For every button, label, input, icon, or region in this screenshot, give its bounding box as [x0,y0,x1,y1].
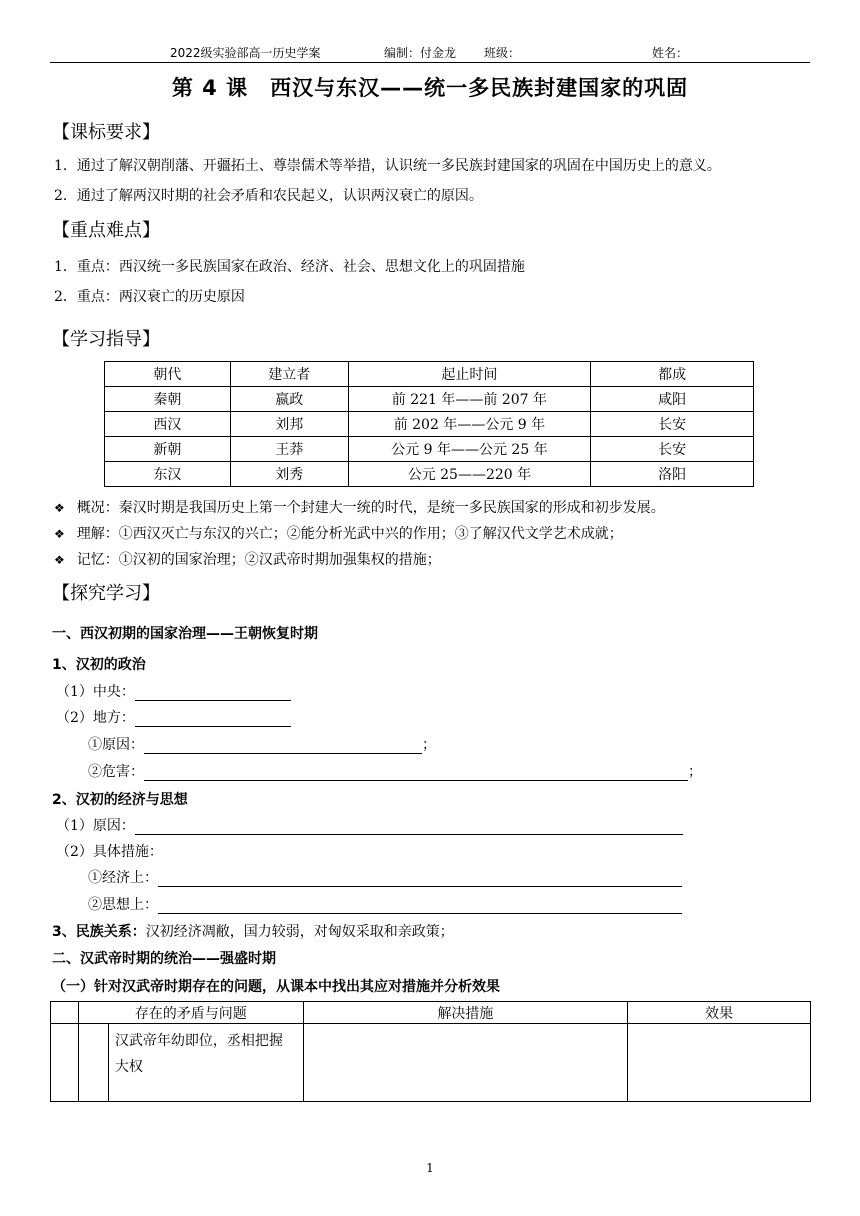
standards-heading: 【课标要求】 [52,122,160,143]
table-cell: 刘邦 [230,412,348,437]
table-header-cell: 起止时间 [348,362,591,387]
table-header-cell: 建立者 [230,362,348,387]
politics-title: 1、汉初的政治 [52,657,146,673]
harm-blank[interactable] [144,767,688,781]
dynasty-table [104,361,754,487]
table-cell: 嬴政 [230,387,348,412]
header-name-label: 姓名： [652,46,689,60]
table-cell: 长安 [591,437,754,462]
standards-item-1: 1．通过了解汉朝削藩、开疆拓土、尊崇儒术等举措，认识统一多民族封建国家的巩固在中国历史上的意义。 [54,158,721,174]
explore-heading: 【探究学习】 [52,583,160,604]
keypoints-item-2: 2．重点：两汉衰亡的历史原因 [54,289,245,305]
table-cell: 公元 9 年——公元 25 年 [348,437,591,462]
standards-item-2: 2．通过了解两汉时期的社会矛盾和农民起义，认识两汉衰亡的原因。 [54,188,483,204]
table-cell: 咸阳 [591,387,754,412]
reason-row [88,734,436,754]
guide-bullet-1 [54,497,665,517]
diamond-bullet-icon: ❖ [54,501,65,515]
economy-label: ①经济上： [88,870,158,886]
diamond-bullet-icon: ❖ [54,527,65,541]
local-label: （2）地方： [56,710,135,726]
table-row [105,462,754,487]
thought-label: ②思想上： [88,897,158,913]
guide-bullet-3 [54,549,441,569]
table-cell: 长安 [591,412,754,437]
ethnic-relations-text: 汉初经济凋敝，国力较弱，对匈奴采取和亲政策； [145,924,454,940]
header-class-label: 班级： [484,46,521,60]
table-cell: 汉武帝年幼即位，丞相把握大权 [108,1024,303,1102]
semicolon: ； [422,737,436,753]
table-header-cell: 存在的矛盾与问题 [78,1002,303,1024]
table-cell: 秦朝 [105,387,231,412]
s2-measures-label: （2）具体措施： [56,844,163,860]
ethnic-relations-row [52,921,454,941]
s2-reason-row [56,815,683,835]
s2-reason-label: （1）原因： [56,818,135,834]
table-cell: 东汉 [105,462,231,487]
effect-cell[interactable] [628,1024,811,1102]
central-blank[interactable] [135,687,291,701]
guide-heading: 【学习指导】 [52,329,160,350]
table-header-row [105,362,754,387]
local-row [56,707,291,727]
part1-title: 一、西汉初期的国家治理——王朝恢复时期 [52,626,318,642]
table-cell: 前 202 年——公元 9 年 [348,412,591,437]
central-label: （1）中央： [56,684,135,700]
header-editor: 编制：付金龙 [384,46,457,60]
thought-blank[interactable] [158,900,682,914]
table-row [51,1024,811,1102]
header-course: 2022级实验部高一历史学案 [170,46,321,60]
table-header-cell [51,1002,79,1024]
wudi-problems-table [50,1001,811,1102]
page-title: 第 4 课 西汉与东汉——统一多民族封建国家的巩固 [171,76,689,100]
bullet-text: 概况：秦汉时期是我国历史上第一个封建大一统的时代，是统一多民族国家的形成和初步发展。 [76,500,665,516]
s2-reason-blank[interactable] [135,821,683,835]
page-number: 1 [426,1161,434,1175]
table-cell: 王莽 [230,437,348,462]
table-row [105,437,754,462]
harm-row [88,761,702,781]
table-header-cell: 解决措施 [303,1002,628,1024]
table-cell [78,1024,108,1102]
semicolon: ； [688,764,702,780]
central-row [56,681,291,701]
table-cell: 公元 25——220 年 [348,462,591,487]
table-cell: 前 221 年——前 207 年 [348,387,591,412]
measures-cell[interactable] [303,1024,628,1102]
table-header-cell: 都成 [591,362,754,387]
table-row [105,387,754,412]
guide-bullet-2 [54,523,623,543]
keypoints-heading: 【重点难点】 [52,220,160,241]
bullet-text: 记忆：①汉初的国家治理；②汉武帝时期加强集权的措施； [76,552,441,568]
reason-blank[interactable] [144,740,422,754]
diamond-bullet-icon: ❖ [54,553,65,567]
ethnic-relations-title: 3、民族关系： [52,924,146,940]
local-blank[interactable] [135,713,291,727]
header-divider [50,62,810,63]
table-header-cell: 效果 [628,1002,811,1024]
bullet-text: 理解：①西汉灭亡与东汉的兴亡；②能分析光武中兴的作用；③了解汉代文学艺术成就； [76,526,623,542]
table-header-cell: 朝代 [105,362,231,387]
part2-title: 二、汉武帝时期的统治——强盛时期 [52,951,276,967]
table-header-row [51,1002,811,1024]
reason-label: ①原因： [88,737,144,753]
thought-row [88,894,682,914]
keypoints-item-1: 1．重点：西汉统一多民族国家在政治、经济、社会、思想文化上的巩固措施 [54,259,525,275]
part2-subtitle: （一）针对汉武帝时期存在的问题，从课本中找出其应对措施并分析效果 [52,979,500,995]
table-cell: 洛阳 [591,462,754,487]
economy-row [88,867,682,887]
economy-thought-title: 2、汉初的经济与思想 [52,792,188,808]
economy-blank[interactable] [158,873,682,887]
table-cell: 新朝 [105,437,231,462]
table-cell: 西汉 [105,412,231,437]
table-row [105,412,754,437]
harm-label: ②危害： [88,764,144,780]
table-cell [51,1024,79,1102]
table-cell: 刘秀 [230,462,348,487]
